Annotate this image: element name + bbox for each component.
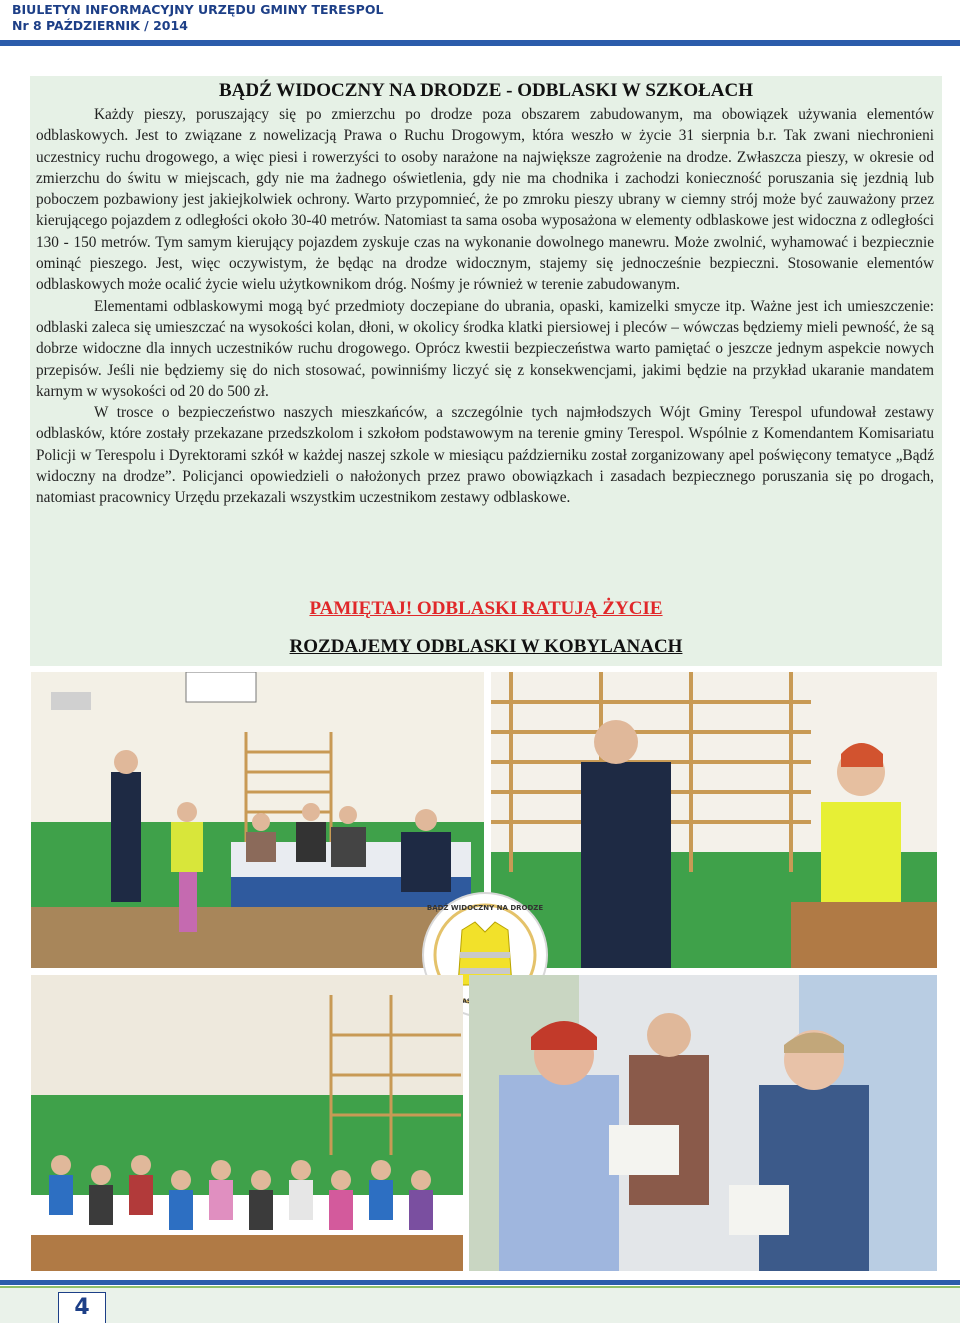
paragraph-2: Elementami odblaskowymi mogą być przedmioty doczepiane do ubrania, opaski, kamizelki smycze itp. Ważne jest ich umieszczenie: odblaski zaleca się umieszczać na wysokości kolan, dłoni, w okolicy środka klatki piersiowej i pleców – wówczas będziemy mieli pewność, że są dobrze widoczne dla innych uczestników ruchu drogowego. Oprócz kwestii bezpieczeństwa warto pamiętać o jeszcze jednym aspekcie nowych przepisów. Jeśli nie będziemy się do nich stosować, powinniśmy liczyć się z konsekwencjami, jakimi będzie na przykład ukaranie mandatem karnym w wysokości od 20 do 500 zł. bbox=[36, 297, 934, 400]
masthead bbox=[0, 0, 960, 40]
article-title: BĄDŹ WIDOCZNY NA DRODZE - ODBLASKI W SZKOŁACH bbox=[218, 80, 754, 101]
photo-officer-speaking bbox=[491, 672, 937, 968]
photo-gym-assembly bbox=[31, 672, 484, 968]
motto-headline: PAMIĘTAJ! ODBLASKI RATUJĄ ŻYCIE bbox=[309, 598, 663, 619]
section-title: ROZDAJEMY ODBLASKI W KOBYLANACH bbox=[289, 636, 683, 657]
paragraph-3: W trosce o bezpieczeństwo naszych mieszkańców, a szczególnie tych najmłodszych Wójt Gminy Terespol ufundował zestawy odblasków, które zostały przekazane przedszkolom i szkołom podstawowym na terenie gminy Terespol. Wspólnie z Komendantem Komisariatu Policji w Terespolu i Dyrektorami szkół w każdej naszej szkole w miesiącu październiku został zorganizowany apel poświęcony tematyce „Bądź widoczny na drodze”. Policjanci opowiedzieli o nałożonych przez prawo obowiązkach i zasadach bezpiecznego poruszania się po drogach, natomiast pracownicy Urzędu przekazali wszystkim uczestnikom zestawy odblaskowe. bbox=[36, 404, 934, 507]
badge-top-text: BĄDŹ WIDOCZNY NA DRODZE bbox=[426, 904, 544, 912]
issue-number: Nr 8 PAŹDZIERNIK / 2014 bbox=[12, 18, 188, 33]
photo-handing-kits bbox=[469, 975, 937, 1271]
photo-children-audience bbox=[31, 975, 463, 1271]
footer-bar bbox=[0, 1280, 960, 1323]
bulletin-title: BIULETYN INFORMACYJNY URZĘDU GMINY TERESPOL bbox=[12, 2, 384, 17]
page-number: 4 bbox=[58, 1292, 106, 1323]
header-rule bbox=[0, 40, 960, 46]
paragraph-1: Każdy pieszy, poruszający się po zmierzchu po drodze poza obszarem zabudowanym, ma obowiązek używania elementów odblaskowych. Jest to związane z nowelizacją Prawa o Ruchu Drogowym, która weszło w życie 31 sierpnia b.r. Tak zwani niechronieni uczestnicy ruchu drogowego, a więc piesi i rowerzyści to osoby narażone na największe zagrożenie na drodze. Zwłaszcza pieszy, w okresie od zmierzchu do świtu w miejscach, gdy nie ma żadnego oświetlenia, gdy nie ma chodnika i zachodzi konieczność poruszania się jezdnią lub poboczem pozbawiony jest jakiejkolwiek ochrony. Warto przypomnieć, że po zmroku pieszy ubrany w ciemny strój może być zauważony przez kierującego pojazdem z odległości około 30-40 metrów. Natomiast ta sama osoba wyposażona w elementy odblaskowe jest widoczna z odległości 130 - 150 metrów. Tym samym kierujący pojazdem zyskuje czas na wykonanie dowolnego manewru. Może zwolnić, wyhamować i bezpiecznie ominąć pieszego. Jest, więc oczywistym, że będąc na drodze widocznym, stajemy się jednocześnie bezpieczni. Stosowanie elementów odblaskowych może ocalić życie wielu użytkownikom dróg. Nośmy je również w terenie zabudowanym. bbox=[36, 106, 934, 294]
article-body bbox=[36, 104, 934, 509]
footer-green-rule bbox=[0, 1286, 960, 1288]
footer-blue-rule bbox=[0, 1280, 960, 1285]
footer-background bbox=[0, 1286, 960, 1323]
